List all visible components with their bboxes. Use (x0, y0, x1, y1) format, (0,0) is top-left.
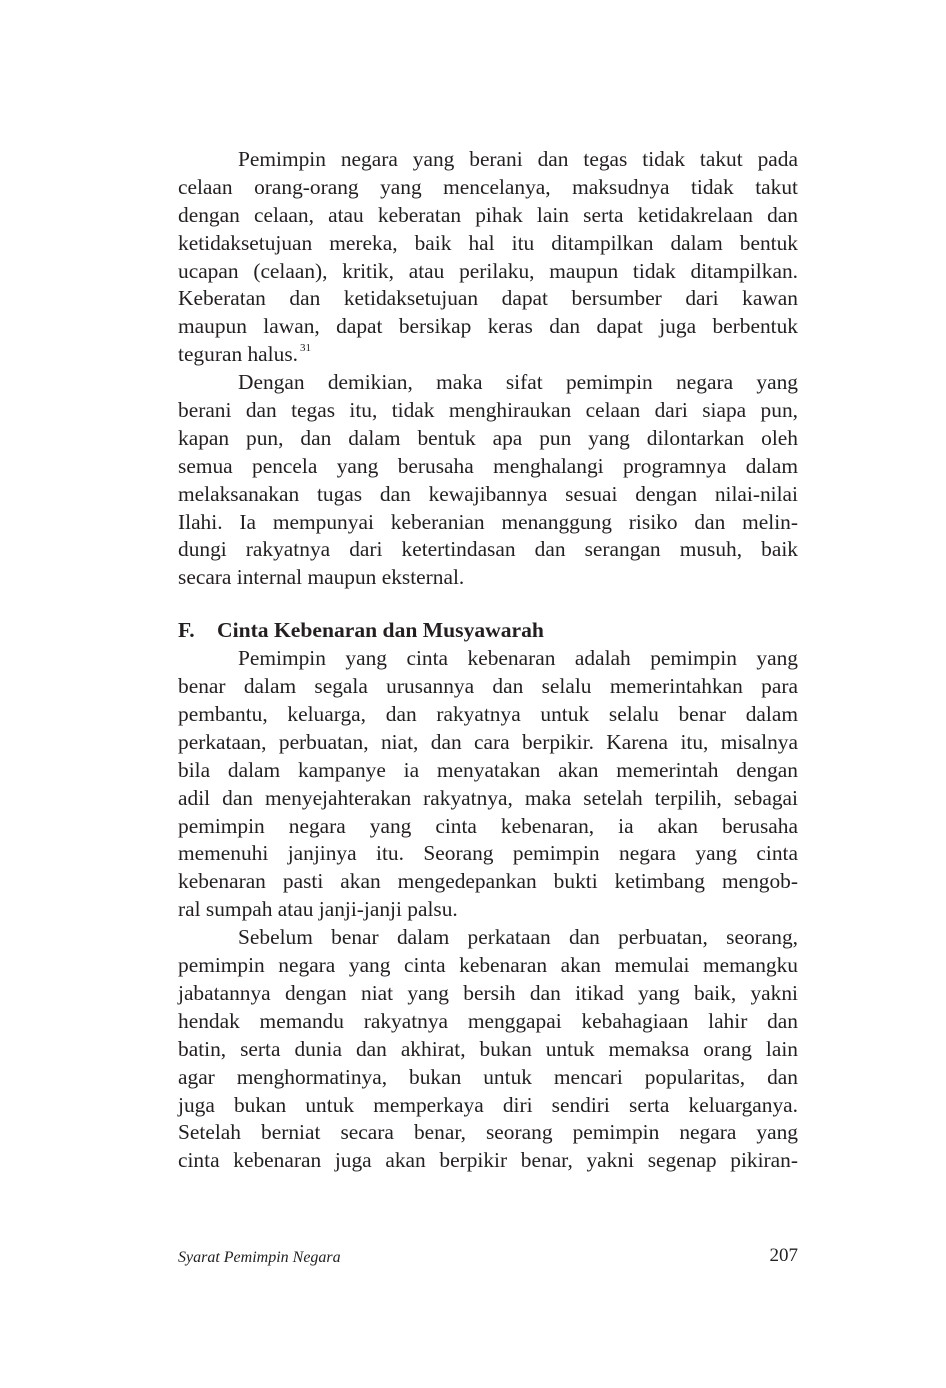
page-footer (178, 1245, 798, 1275)
text-line: Setelah berniat secara benar, seorang pemimpin negara yang (178, 1120, 798, 1145)
paragraph-3 (178, 645, 798, 924)
text-line: pembantu, keluarga, dan rakyatnya untuk selalu benar dalam (178, 702, 798, 727)
section-heading (178, 617, 798, 645)
text-line: dungi rakyatnya dari ketertindasan dan serangan musuh, baik (178, 537, 798, 562)
text-line: agar menghormatinya, bukan untuk mencari popularitas, dan (178, 1064, 798, 1089)
page-body (178, 146, 798, 1175)
text-line: cinta kebenaran juga akan berpikir benar, yakni segenap pikiran- (178, 1148, 798, 1173)
text-line: bila dalam kampanye ia menyatakan akan memerintah dengan (178, 757, 798, 782)
text-line: benar dalam segala urusannya dan selalu memerintahkan para (178, 674, 798, 699)
text-line: kapan pun, dan dalam bentuk apa pun yang dilontarkan oleh (178, 425, 798, 450)
paragraph-1 (178, 146, 798, 369)
page-number: 207 (769, 1245, 798, 1266)
section-number: F. (178, 618, 195, 643)
text-line: pemimpin negara yang cinta kebenaran akan memulai memangku (178, 953, 798, 978)
text-line: dengan celaan, atau keberatan pihak lain serta ketidakrelaan dan (178, 202, 798, 227)
text-line: Sebelum benar dalam perkataan dan perbuatan, seorang, (238, 925, 798, 950)
text-line: hendak memandu rakyatnya menggapai kebahagiaan lahir dan (178, 1008, 798, 1033)
footnote-ref[interactable]: 31 (300, 342, 311, 355)
text-line: ketidaksetujuan mereka, baik hal itu ditampilkan dalam bentuk (178, 230, 798, 255)
text-span: teguran halus. (178, 342, 298, 367)
text-line: Dengan demikian, maka sifat pemimpin negara yang (238, 370, 798, 395)
text-line: Pemimpin negara yang berani dan tegas tidak takut pada (238, 147, 798, 171)
text-line: pemimpin negara yang cinta kebenaran, ia akan berusaha (178, 813, 798, 838)
text-line: celaan orang-orang yang mencelanya, maksudnya tidak takut (178, 174, 798, 199)
text-line-last (178, 341, 798, 369)
text-line: adil dan menyejahterakan rakyatnya, maka setelah terpilih, sebagai (178, 785, 798, 810)
section-title: Cinta Kebenaran dan Musyawarah (217, 618, 544, 643)
text-line: ucapan (celaan), kritik, atau perilaku, maupun tidak ditampilkan. (178, 258, 798, 283)
text-line: Ilahi. Ia mempunyai keberanian menanggung risiko dan melin- (178, 509, 798, 534)
text-line: melaksanakan tugas dan kewajibannya sesuai dengan nilai-nilai (178, 481, 798, 506)
paragraph-4 (178, 924, 798, 1175)
text-line-last: secara internal maupun eksternal. (178, 565, 465, 590)
text-line: juga bukan untuk memperkaya diri sendiri serta keluarganya. (178, 1092, 798, 1117)
text-line: batin, serta dunia dan akhirat, bukan untuk memaksa orang lain (178, 1036, 798, 1061)
text-line: Keberatan dan ketidaksetujuan dapat bersumber dari kawan (178, 286, 798, 311)
text-line: perkataan, perbuatan, niat, dan cara berpikir. Karena itu, misalnya (178, 729, 798, 754)
paragraph-2 (178, 369, 798, 592)
text-line: kebenaran pasti akan mengedepankan bukti ketimbang mengob- (178, 869, 798, 894)
text-line: memenuhi janjinya itu. Seorang pemimpin negara yang cinta (178, 841, 798, 866)
text-line: berani dan tegas itu, tidak menghiraukan celaan dari siapa pun, (178, 398, 798, 423)
running-title: Syarat Pemimpin Negara (178, 1249, 341, 1266)
text-line: semua pencela yang berusaha menghalangi programnya dalam (178, 453, 798, 478)
text-line-last: ral sumpah atau janji-janji palsu. (178, 897, 458, 922)
text-line: jabatannya dengan niat yang bersih dan itikad yang baik, yakni (178, 980, 798, 1005)
text-line: Pemimpin yang cinta kebenaran adalah pemimpin yang (238, 646, 798, 671)
text-line: maupun lawan, dapat bersikap keras dan dapat juga berbentuk (178, 314, 798, 339)
